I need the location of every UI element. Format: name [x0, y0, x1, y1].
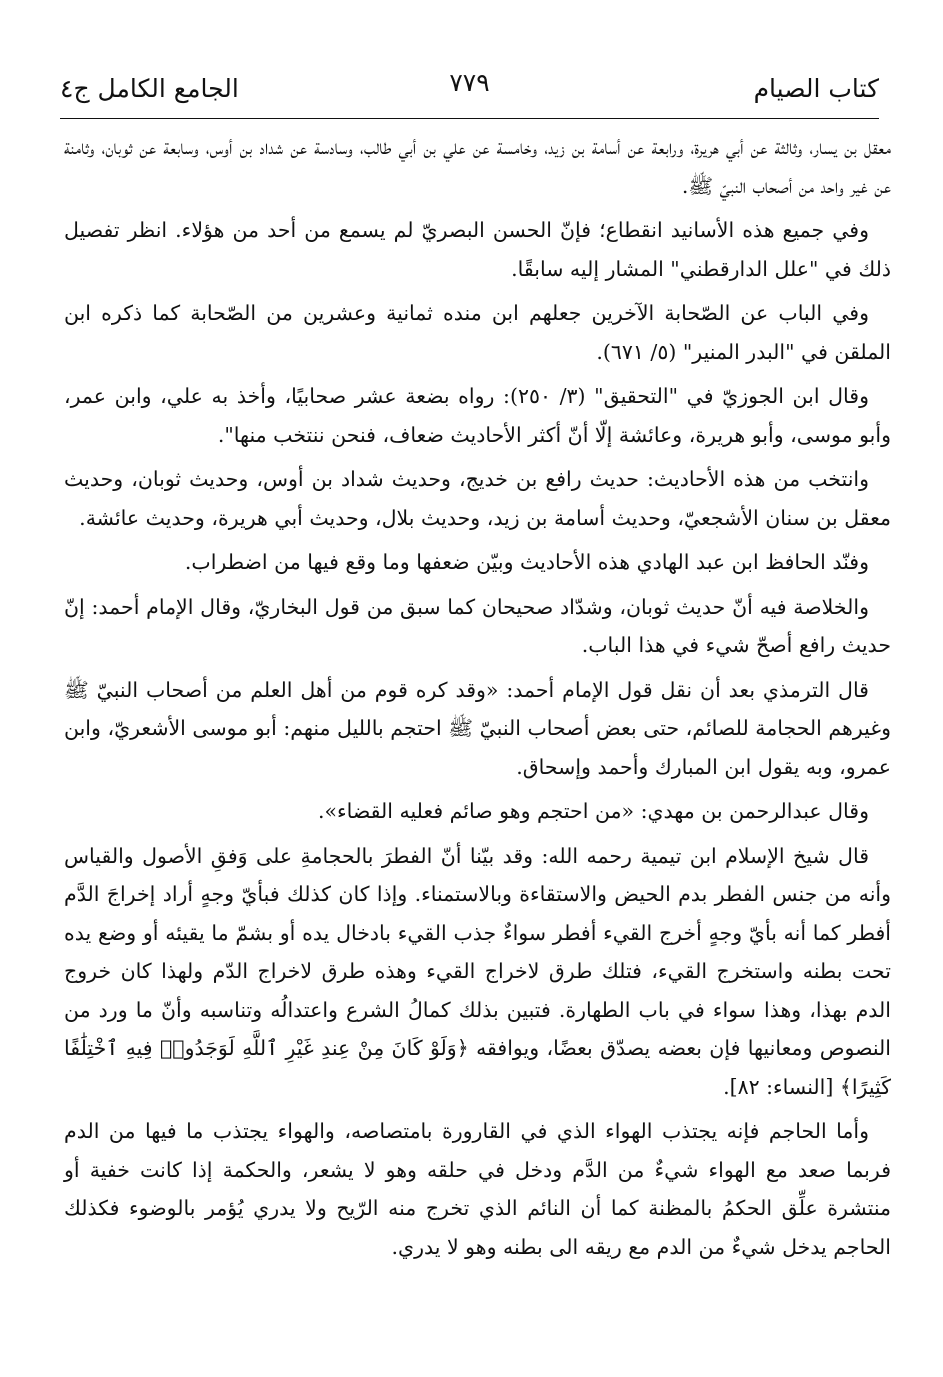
- book-title: الجامع الكامل ج٤: [60, 73, 239, 103]
- page-body: [64, 128, 891, 1266]
- paragraph: والخلاصة فيه أنّ حديث ثوبان، وشدّاد صحيحان كما سبق من قول البخاريّ، وقال الإمام أحمد: إنّ حديث رافع أصحّ شيء في هذا الباب.: [64, 594, 891, 657]
- paragraph: وقال عبدالرحمن بن مهدي: «من احتجم وهو صائم فعليه القضاء».: [317, 799, 869, 823]
- paragraph: وفي جميع هذه الأسانيد انقطاع؛ فإنّ الحسن البصريّ لم يسمع من أحد من هؤلاء. انظر تفصيل ذلك في "علل الدارقطني" المشار إليه سابقًا.: [64, 218, 891, 281]
- paragraph: قال الترمذي بعد أن نقل قول الإمام أحمد: «وقد كره قوم من أهل العلم من أصحاب النبيّ ﷺ وغيرهم الحجامة للصائم، حتى بعض أصحاب النبيّ ﷺ احتجم بالليل منهم: أبو موسى الأشعريّ، وابن عمرو، وبه يقول ابن المبارك وأحمد وإسحاق.: [64, 677, 891, 779]
- header-rule: [60, 118, 879, 119]
- page-number: ٧٧٩: [449, 68, 490, 97]
- paragraph: وانتخب من هذه الأحاديث: حديث رافع بن خديج، وحديث شداد بن أوس، وحديث ثوبان، وحديث معقل بن سنان الأشجعيّ، وحديث أسامة بن زيد، وحديث بلال، وحديث أبي هريرة، وحديث عائشة.: [64, 467, 891, 530]
- paragraph: وأما الحاجم فإنه يجتذب الهواء الذي في القارورة بامتصاصه، والهواء يجتذب ما فيها من الدم فربما صعد مع الهواء شيءٌ من الدَّم ودخل في حلقه وهو لا يشعر، والحكمة إذا كانت خفية أو منتشرة علِّق الحكمُ بالمظنة كما أن النائم الذي تخرج منه الرّيح ولا يدري يُؤمر بالوضوء فكذلك الحاجم يدخل شيءٌ من الدم مع ريقه الى بطنه وهو لا يدري.: [64, 1119, 891, 1259]
- chapter-title: كتاب الصيام: [753, 73, 879, 103]
- paragraph: قال شيخ الإسلام ابن تيمية رحمه الله: وقد بيّنا أنّ الفطرَ بالحجامةِ على وَفقِ الأصول والقياس وأنه من جنس الفطر بدم الحيض والاستقاءة وبالاستمناء. وإذا كان كذلك فبأيّ وجهٍ أراد إخراجَ الدَّم أفطر كما أنه بأيّ وجهٍ أخرج القيء أفطر سواءٌ جذب القيء بادخال يده أو بشمّ ما يقيئه أو وضع يده تحت بطنه واستخرج القيء، فتلك طرق لاخراج القيء وهذه طرق لاخراج الدّم ولهذا كان خروج الدم بهذا، وهذا سواء في باب الطهارة. فتبين بذلك كمالُ الشرع واعتدالُه وتناسبه وأنّ ما ورد من النصوص ومعانيها فإن بعضه يصدّق بعضًا، ويوافقه ﴿وَلَوْ كَانَ مِنْ عِندِ غَيْرِ ٱللَّهِ لَوَجَدُوا۟ فِيهِ ٱخْتِلَٰفًا كَثِيرًا﴾ [النساء: ٨٢].: [64, 843, 891, 1099]
- paragraph: وفي الباب عن الصّحابة الآخرين جعلهم ابن منده ثمانية وعشرين من الصّحابة كما ذكره ابن الملقن في "البدر المنير" (٥/ ٦٧١).: [64, 301, 891, 364]
- paragraph: وقال ابن الجوزيّ في "التحقيق" (٣/ ٢٥٠): رواه بضعة عشر صحابيًا، وأخذ به علي، وابن عمر، وأبو موسى، وأبو هريرة، وعائشة إلّا أنّ أكثر الأحاديث ضعاف، فنحن ننتخب منها".: [64, 384, 891, 447]
- page-header: [60, 64, 879, 112]
- paragraph: معقل بن يسار، وثالثة عن أبي هريرة، ورابعة عن أسامة بن زيد، وخامسة عن علي بن أبي طالب، وسادسة عن شداد بن أوس، وسابعة عن ثوبان، وثامنة عن غير واحد من أصحاب النبيّ ﷺ.: [64, 135, 891, 198]
- paragraph: وفنّد الحافظ ابن عبد الهادي هذه الأحاديث وبيّن ضعفها وما وقع فيها من اضطراب.: [184, 550, 869, 574]
